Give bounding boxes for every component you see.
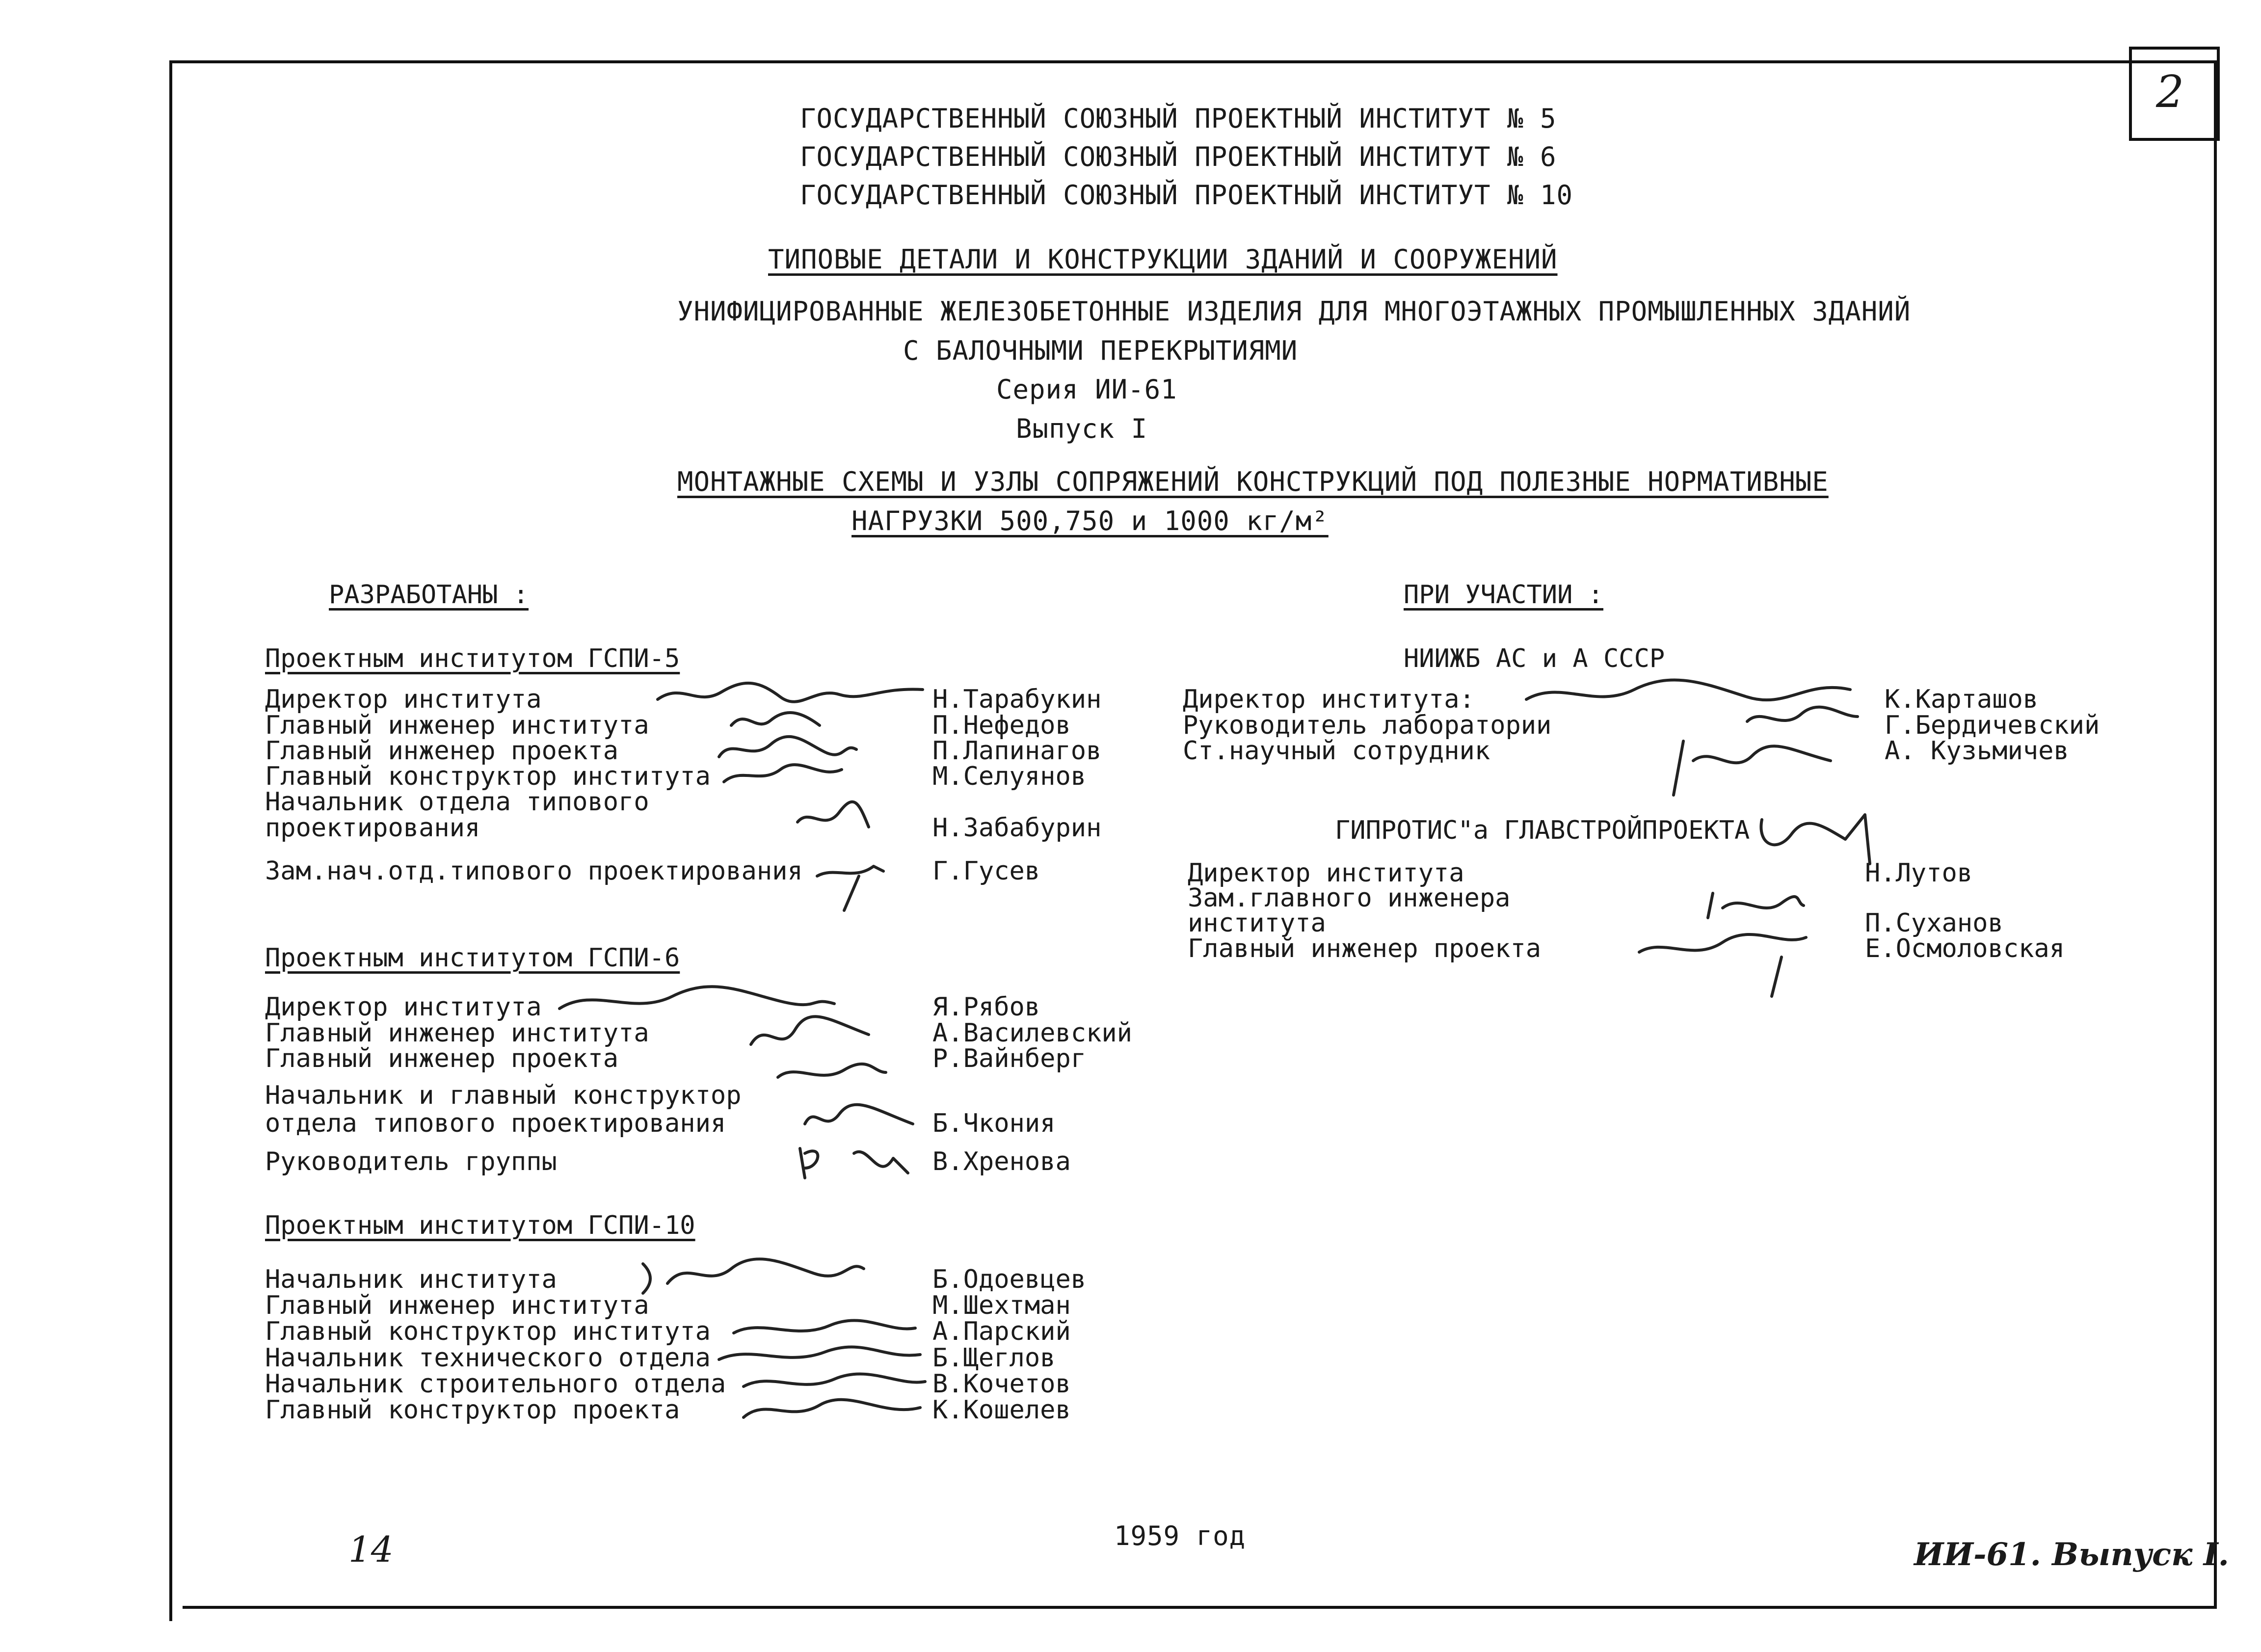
participation-heading: ПРИ УЧАСТИИ : [1404, 580, 1603, 610]
series-title: ТИПОВЫЕ ДЕТАЛИ И КОНСТРУКЦИИ ЗДАНИЙ И СООРУЖЕНИЙ [768, 244, 1558, 275]
frame-bottom [183, 1606, 2217, 1609]
name: Н.Лутов [1865, 858, 1973, 888]
role: Руководитель группы [265, 1147, 557, 1176]
name: Н.Тарабукин [932, 685, 1102, 714]
issue-label: Выпуск I [1016, 413, 1148, 444]
role: Ст.научный сотрудник [1183, 736, 1490, 766]
frame-left [169, 60, 172, 1621]
gspi10-title: Проектным институтом ГСПИ-10 [265, 1211, 695, 1240]
role: Главный конструктор института [265, 762, 711, 791]
role: Зам.главного инженера [1188, 883, 1511, 913]
developed-heading: РАЗРАБОТАНЫ : [329, 580, 529, 610]
signature-chkoniya [800, 1099, 918, 1139]
name: В.Кочетов [932, 1369, 1071, 1399]
name: Б.Чкония [932, 1109, 1056, 1138]
name: К.Карташов [1885, 685, 2039, 714]
role: Зам.нач.отд.типового проектирования [265, 856, 803, 886]
name: Р.Вайнберг [932, 1044, 1087, 1073]
frame-right [2214, 60, 2217, 1609]
signature-kuzmichev [1664, 731, 1835, 800]
name: Б.Щеглов [932, 1343, 1056, 1373]
giprotis-title: ГИПРОТИС"а ГЛАВСТРОЙПРОЕКТА [1335, 816, 1750, 845]
name: Г.Бердичевский [1885, 711, 2100, 740]
role: Главный конструктор института [265, 1317, 711, 1346]
name: В.Хренова [932, 1147, 1071, 1176]
signature-nefedov [726, 706, 825, 735]
role: Директор института [265, 992, 542, 1022]
role: Начальник отдела типового [265, 787, 649, 817]
role: Главный инженер института [265, 711, 649, 740]
series-mark: ИИ-61. Выпуск I. [1914, 1536, 2229, 1573]
year: 1959 год [1114, 1520, 1246, 1551]
signature-koshelev [741, 1393, 923, 1427]
product-line-1: УНИФИЦИРОВАННЫЕ ЖЕЛЕЗОБЕТОННЫЕ ИЗДЕЛИЯ ДЛЯ МНОГОЭТАЖНЫХ ПРОМЫШЛЕННЫХ ЗДАНИЙ [677, 296, 1911, 327]
signature-vainberg [775, 1058, 888, 1087]
role: Главный инженер института [265, 1291, 649, 1320]
name: М.Селуянов [932, 762, 1087, 791]
signature-parsky [731, 1313, 918, 1343]
name: Г.Гусев [932, 856, 1040, 886]
name: Н.Забабурин [932, 813, 1102, 843]
name: Б.Одоевцев [932, 1265, 1087, 1294]
signature-gusev [815, 856, 903, 915]
role: института [1188, 908, 1326, 938]
name: К.Кошелев [932, 1395, 1071, 1425]
role: Директор института [1188, 858, 1464, 888]
signature-vasilevsky [746, 1015, 874, 1059]
signature-seluyanov [721, 760, 844, 789]
signature-khrenova [795, 1139, 918, 1188]
signature-shcheglov [717, 1340, 923, 1369]
role: Главный конструктор проекта [265, 1395, 680, 1425]
name: П.Суханов [1865, 908, 2003, 938]
name: А.Василевский [932, 1018, 1132, 1048]
role: Руководитель лаборатории [1183, 711, 1552, 740]
signature-lutov [1747, 805, 1885, 874]
page-number: 2 [2156, 66, 2184, 118]
name: Е.Осмоловская [1865, 934, 2065, 963]
name: А.Парский [932, 1317, 1071, 1346]
gspi6-title: Проектным институтом ГСПИ-6 [265, 943, 680, 973]
role: Директор института [265, 685, 542, 714]
sheet-number: 14 [348, 1529, 394, 1570]
product-line-2: С БАЛОЧНЫМИ ПЕРЕКРЫТИЯМИ [903, 335, 1298, 366]
role: Главный инженер проекта [265, 1044, 619, 1073]
signature-zababurin [795, 798, 874, 842]
role: Начальник строительного отдела [265, 1369, 726, 1399]
gspi5-title: Проектным институтом ГСПИ-5 [265, 644, 680, 673]
institute-line-2: ГОСУДАРСТВЕННЫЙ СОЮЗНЫЙ ПРОЕКТНЫЙ ИНСТИТУТ № 6 [800, 141, 1557, 172]
role: Директор института: [1183, 685, 1475, 714]
name: А. Кузьмичев [1885, 736, 2069, 766]
role: Начальник и главный конструктор [265, 1081, 742, 1110]
frame-top [169, 60, 2216, 63]
subject-line-2: НАГРУЗКИ 500,750 и 1000 кг/м² [851, 506, 1329, 536]
role: Главный инженер проекта [1188, 934, 1542, 963]
signature-odoevtsev [638, 1254, 869, 1298]
role: Начальник технического отдела [265, 1343, 711, 1373]
role: проектирования [265, 813, 480, 843]
role: Главный инженер проекта [265, 736, 619, 766]
role: отдела типового проектирования [265, 1109, 726, 1138]
role: Начальник института [265, 1265, 557, 1294]
signature-kochetov [741, 1367, 928, 1396]
name: М.Шехтман [932, 1291, 1071, 1320]
name: Я.Рябов [932, 992, 1040, 1022]
role: Главный инженер института [265, 1018, 649, 1048]
name: П.Нефедов [932, 711, 1071, 740]
niizhb-title: НИИЖБ АС и А СССР [1404, 644, 1665, 673]
signature-osmolovskaya [1634, 918, 1826, 1001]
institute-line-1: ГОСУДАРСТВЕННЫЙ СОЮЗНЫЙ ПРОЕКТНЫЙ ИНСТИТУТ № 5 [800, 103, 1557, 134]
subject-line-1: МОНТАЖНЫЕ СХЕМЫ И УЗЛЫ СОПРЯЖЕНИЙ КОНСТРУКЦИЙ ПОД ПОЛЕЗНЫЕ НОРМАТИВНЫЕ [677, 466, 1829, 497]
series-label: Серия ИИ-61 [996, 374, 1177, 405]
name: П.Лапинагов [932, 736, 1102, 766]
institute-line-3: ГОСУДАРСТВЕННЫЙ СОЮЗНЫЙ ПРОЕКТНЫЙ ИНСТИТУТ № 10 [800, 180, 1573, 211]
